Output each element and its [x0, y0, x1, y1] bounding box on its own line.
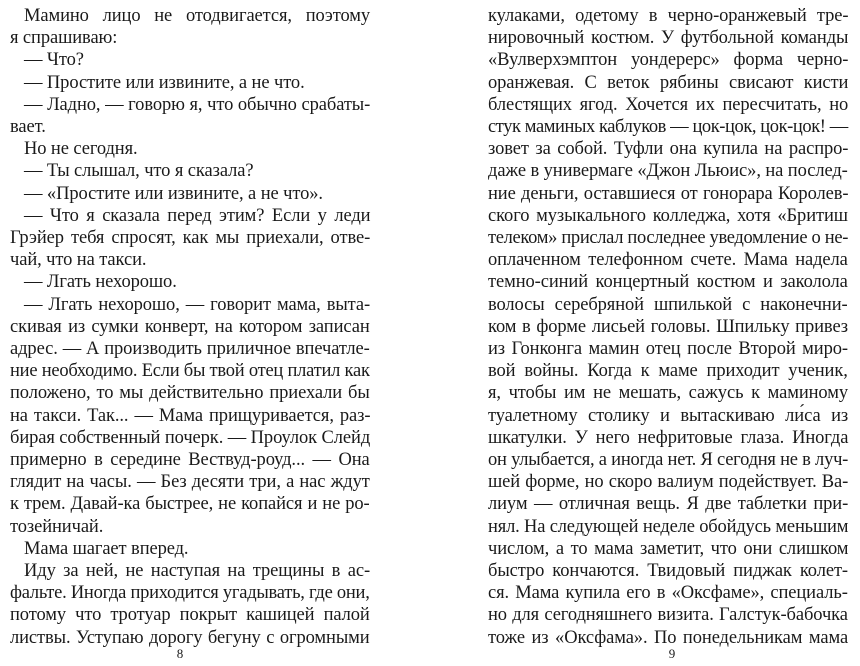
text-line: даже в универмаге «Джон Льюис», на послед- [488, 161, 848, 182]
text-line: к трем. Давай-ка быстрее, не копайся и не ро- [10, 494, 370, 515]
text-line: ского музыкального колледжа, хотя «Бритиш [488, 205, 848, 226]
text-line: Мамино лицо не отодвигается, поэтому [24, 6, 371, 26]
text-line: оплаченном телефонном счете. Мама надела [488, 250, 848, 271]
text-line: тоже из «Оксфама». По понедельникам мама [488, 627, 849, 648]
text-line: он улыбается, а иногда нет. Я сегодня не в луч- [488, 450, 849, 470]
text-line: — «Простите или извините, а не что». [24, 183, 323, 204]
text-line: быстро кончаются. Твидовый пиджак колет- [488, 561, 848, 581]
text-line: Мама шагает вперед. [24, 538, 189, 559]
text-line: Грэйер тебя спросят, как мы приехали, отве- [10, 228, 371, 248]
text-line: из Гонконга мамин отец после Второй миро- [488, 339, 848, 359]
text-line: тозейничай. [10, 516, 104, 537]
text-line: темно-синий концертный костюм и заколола [488, 272, 848, 293]
text-line: Но не сегодня. [24, 139, 138, 160]
text-line: ние необходимо. Если бы твой отец платил как [10, 361, 370, 382]
text-line: числом, а то мама заметит, что они слишком [488, 538, 849, 559]
text-line: оранжевая. С веток рябины свисают кисти [488, 72, 849, 93]
text-line: — Что? [24, 50, 84, 71]
text-line: ние деньги, оставшиеся от гонорара Королев- [488, 183, 849, 204]
text-line: вает. [10, 117, 46, 137]
text-line: Иду за ней, не наступая на трещины в ас- [24, 561, 371, 581]
text-line: глядит на часы. — Без десяти три, а нас ждут [10, 472, 370, 493]
text-line: блестящих ягод. Хочется их пересчитать, но [488, 94, 849, 115]
left-page [10, 0, 370, 666]
text-line: — Лгать нехорошо, — говорит мама, выта- [24, 294, 371, 315]
right-page-number: 9 [668, 646, 676, 661]
text-line: телеком» прислал последнее уведомление о не- [488, 228, 849, 248]
text-line: — Ты слышал, что я сказала? [24, 161, 254, 182]
text-line: волосы серебряной шпилькой с наконечни- [488, 294, 848, 315]
text-line: «Вулверхэмптон уондерерс» форма черно- [488, 50, 849, 71]
left-page-number: 8 [176, 646, 184, 661]
text-line: фальте. Иногда приходится угадывать, где они, [10, 583, 370, 604]
text-line: зовет за собой. Туфли она купила на распро- [488, 139, 849, 160]
text-line: вой войны. Когда к маме приходит ученик, [488, 361, 848, 382]
text-line: кулаками, одетому в черно-оранжевый тре- [488, 6, 849, 26]
right-page [488, 0, 848, 666]
text-line: стук маминых каблуков — цок-цок, цок-цок! — [488, 117, 848, 137]
text-line: бирая собственный почерк. — Проулок Слейд [10, 427, 371, 448]
text-line: чай, что на такси. [10, 250, 147, 271]
text-line: я спрашиваю: [10, 28, 118, 49]
text-line: шей форме, но скоро валиум подействует. Ва- [488, 472, 849, 493]
text-line: примерно в середине Вествуд-роуд... — Она [10, 450, 370, 470]
text-line: потому что тротуар покрыт кашицей палой [10, 605, 370, 626]
text-line: туалетному столику и вытаскиваю ли́са из [488, 405, 849, 426]
text-line: на такси. Так... — Мама прищуривается, раз- [10, 405, 371, 426]
text-line: скивая из сумки конверт, на котором записан [10, 316, 370, 337]
text-line: — Простите или извините, а не что. [24, 72, 305, 93]
text-line: шкатулки. У него нефритовые глаза. Иногда [488, 427, 849, 448]
text-line: ся. Мама купила его в «Оксфаме», специаль- [488, 583, 848, 604]
text-line: ком в форме лисьей головы. Шпильку привез [488, 316, 848, 337]
text-line: — Что я сказала перед этим? Если у леди [24, 205, 371, 226]
text-line: — Лгать нехорошо. [24, 272, 177, 293]
text-line: — Ладно, — говорю я, что обычно срабаты- [24, 94, 371, 115]
text-line: положено, то мы действительно приехали бы [10, 383, 370, 404]
text-line: адрес. — А производить приличное впечатле- [10, 339, 370, 359]
text-line: нировочный костюм. У футбольной команды [488, 28, 849, 49]
text-line: я, чтобы им не мешать, сажусь к маминому [488, 383, 848, 404]
text-line: лиум — отличная вещь. Я две таблетки при- [488, 494, 849, 515]
text-line: листвы. Уступаю дорогу бегуну с огромными [10, 627, 370, 648]
text-line: но для сегодняшнего визита. Галстук-бабочка [488, 605, 848, 626]
text-line: нял. На следующей неделе обойдусь меньшим [488, 516, 849, 537]
